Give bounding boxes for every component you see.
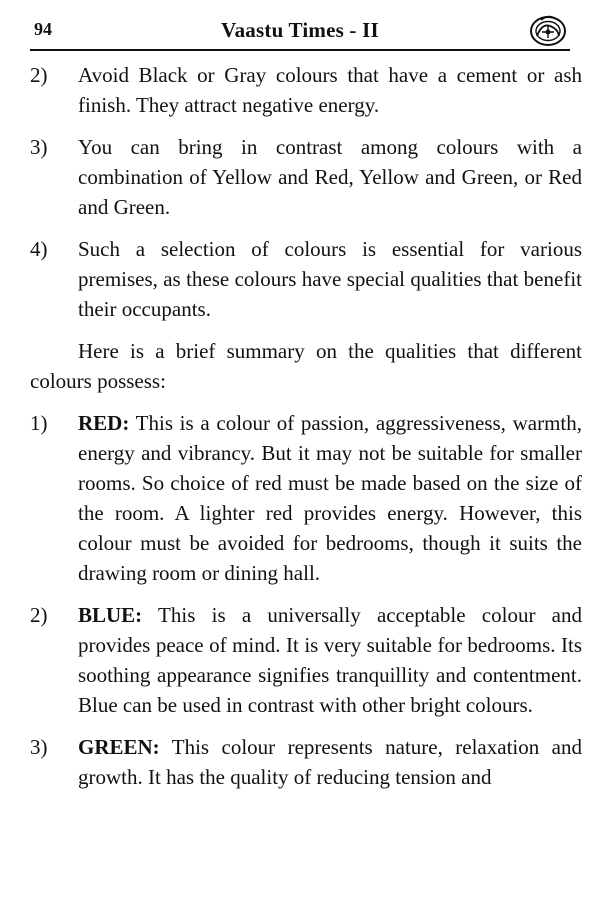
colour-item-blue: [30, 600, 582, 720]
list-item: [30, 234, 582, 324]
list-item-text: You can bring in contrast among colours with a combination of Yellow and Red, Yellow and Green, or Red and Green.: [78, 135, 582, 219]
colour-term: BLUE:: [78, 603, 143, 627]
list-item-text: [78, 732, 582, 792]
list-item-text: Such a selection of colours is essential for various premises, as these colours have special qualities that benefit their occupants.: [78, 237, 582, 321]
running-title: Vaastu Times - II: [221, 18, 379, 42]
colour-item-green: [30, 732, 582, 792]
list-item: [30, 132, 582, 222]
list-item-text: [78, 600, 582, 720]
colour-term: RED:: [78, 411, 130, 435]
list-item: [30, 60, 582, 120]
list-item-number: 2): [30, 63, 48, 87]
summary-paragraph: Here is a brief summary on the qualities that different colours possess:: [30, 339, 582, 393]
list-item-text: Avoid Black or Gray colours that have a cement or ash finish. They attract negative energy.: [78, 63, 582, 117]
colour-term: GREEN:: [78, 735, 160, 759]
list-item-number: 3): [30, 135, 48, 159]
emblem-icon: [528, 12, 568, 48]
list-item-number: 2): [30, 603, 48, 627]
list-item-number: 4): [30, 237, 48, 261]
colour-description: This colour represents nature, relaxation and growth. It has the quality of reducing tension and: [78, 735, 582, 789]
header-rule: [30, 49, 570, 51]
page-number: 94: [34, 19, 52, 39]
colour-description: This is a universally acceptable colour and provides peace of mind. It is very suitable for bedrooms. Its soothing appearance signifies tranquillity and contentment. Blue can be used in contrast with other bright colours.: [78, 603, 582, 717]
page-header: [30, 12, 570, 50]
page-body: [30, 60, 582, 804]
colour-description: This is a colour of passion, aggressiveness, warmth, energy and vibrancy. But it may not be suitable for smaller rooms. So choice of red must be made based on the size of the room. A lighter red provides energy. However, this colour must be avoided for bedrooms, though it suits the drawing room or dining hall.: [78, 411, 582, 585]
list-item-number: 3): [30, 735, 48, 759]
list-item-text: [78, 408, 582, 588]
colour-item-red: [30, 408, 582, 588]
list-item-number: 1): [30, 411, 48, 435]
